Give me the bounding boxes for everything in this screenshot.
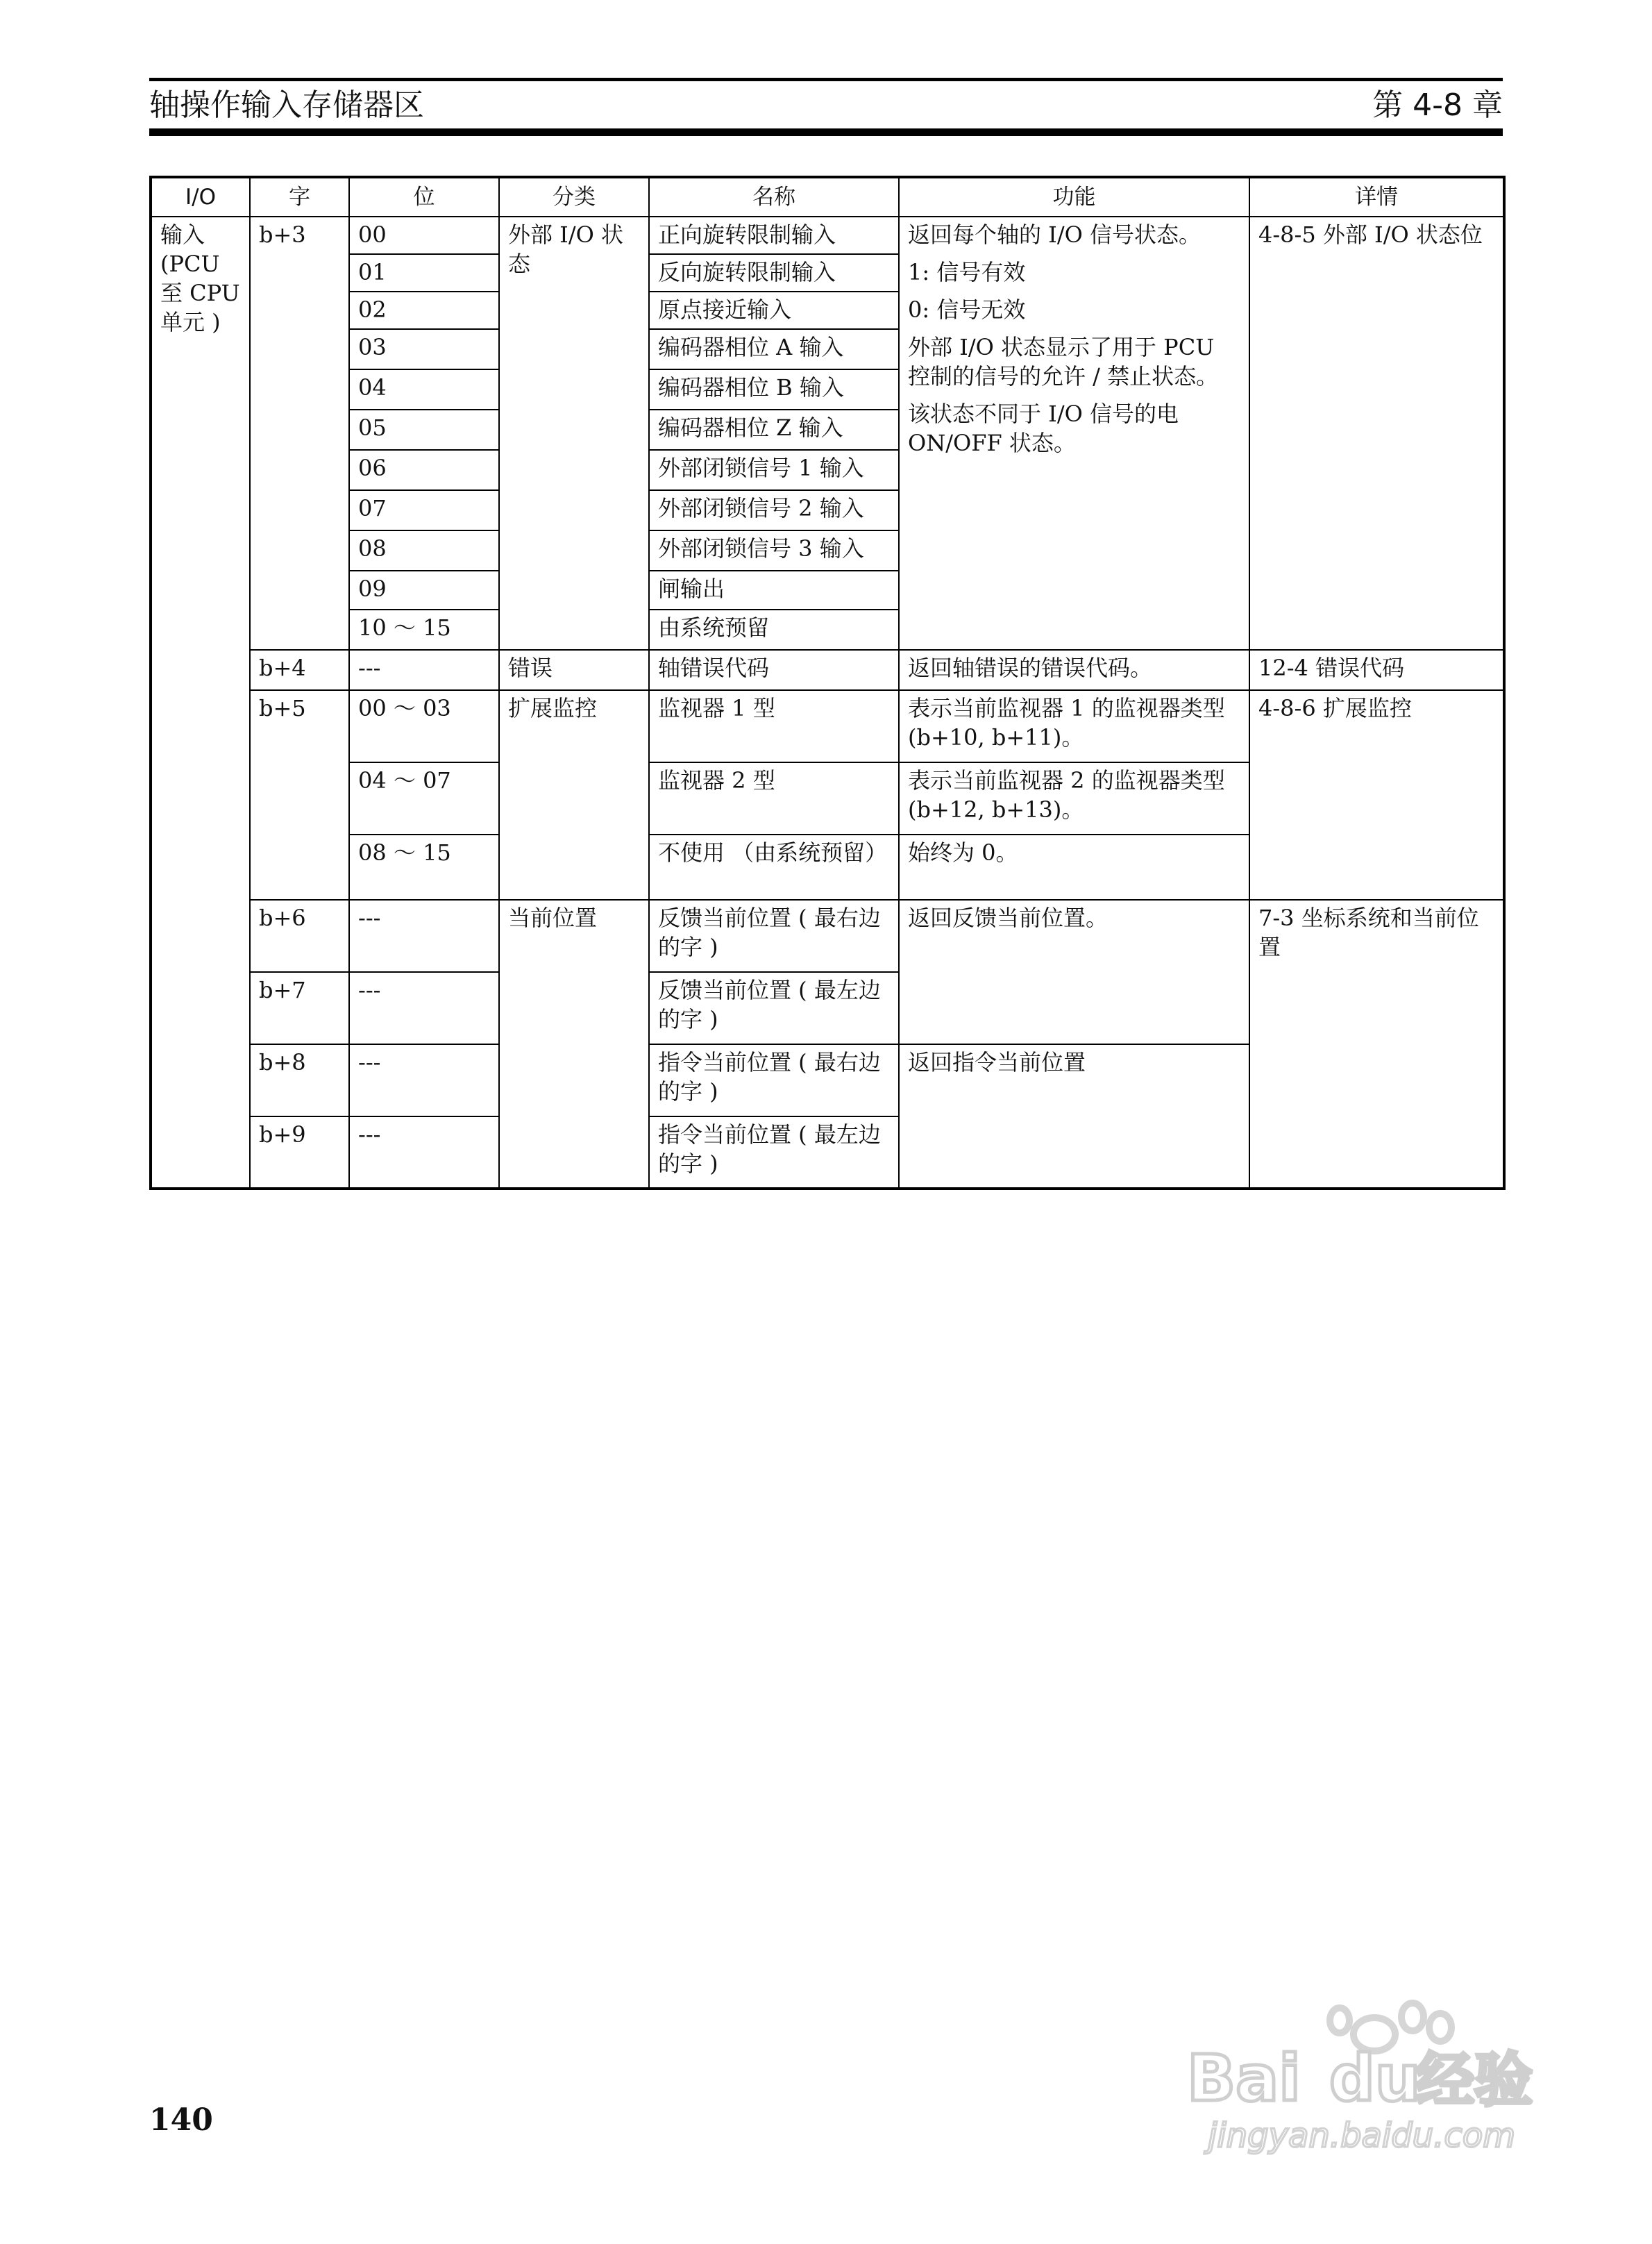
bit-cell: 03 xyxy=(349,329,499,369)
function-cell: 表示当前监视器 1 的监视器类型 (b+10, b+11)。 xyxy=(899,690,1249,762)
bit-cell: --- xyxy=(349,900,499,972)
name-cell: 反向旋转限制输入 xyxy=(649,254,899,292)
chapter-label: 第 4-8 章 xyxy=(1372,87,1503,123)
function-line: 外部 I/O 状态显示了用于 PCU 控制的信号的允许 / 禁止状态。 xyxy=(908,334,1219,390)
bit-cell: 07 xyxy=(349,490,499,530)
detail-cell: 4-8-6 扩展监控 xyxy=(1249,690,1504,900)
function-cell: 返回轴错误的错误代码。 xyxy=(899,650,1249,690)
bit-cell: 04 xyxy=(349,369,499,410)
detail-cell: 4-8-5 外部 I/O 状态位 xyxy=(1249,217,1504,650)
function-cell xyxy=(899,217,1249,650)
bit-cell: 06 xyxy=(349,450,499,490)
name-cell: 闸输出 xyxy=(649,571,899,610)
bit-cell: 08 ～ 15 xyxy=(349,835,499,900)
bit-cell: 01 xyxy=(349,254,499,292)
name-cell: 指令当前位置 ( 最左边的字 ) xyxy=(649,1116,899,1189)
bit-cell: 02 xyxy=(349,292,499,329)
category-cell: 外部 I/O 状态 xyxy=(499,217,649,650)
name-cell: 外部闭锁信号 2 输入 xyxy=(649,490,899,530)
col-header-io: I/O xyxy=(151,177,250,217)
name-cell: 外部闭锁信号 1 输入 xyxy=(649,450,899,490)
word-cell: b+3 xyxy=(250,217,349,650)
bit-cell: 09 xyxy=(349,571,499,610)
watermark-brand: Bai xyxy=(1187,2041,1301,2116)
function-line: 0: 信号无效 xyxy=(908,296,1026,323)
detail-cell: 7-3 坐标系统和当前位置 xyxy=(1249,900,1504,1189)
col-header-word: 字 xyxy=(250,177,349,217)
bit-cell: --- xyxy=(349,1116,499,1189)
table-header-row xyxy=(151,177,1504,217)
name-cell: 编码器相位 B 输入 xyxy=(649,369,899,410)
function-cell: 始终为 0。 xyxy=(899,835,1249,900)
bit-cell: --- xyxy=(349,650,499,690)
bit-cell: 08 xyxy=(349,530,499,571)
table-row xyxy=(151,217,1504,254)
col-header-function: 功能 xyxy=(899,177,1249,217)
col-header-bit: 位 xyxy=(349,177,499,217)
io-memory-table xyxy=(149,176,1506,1190)
name-cell: 不使用 （由系统预留） xyxy=(649,835,899,900)
section-title: 轴操作输入存储器区 xyxy=(149,87,424,123)
bit-cell: 05 xyxy=(349,410,499,450)
watermark-brand-cn: 经验 xyxy=(1416,2046,1533,2114)
col-header-name: 名称 xyxy=(649,177,899,217)
col-header-detail: 详情 xyxy=(1249,177,1504,217)
table-row xyxy=(151,650,1504,690)
name-cell: 编码器相位 Z 输入 xyxy=(649,410,899,450)
name-cell: 反馈当前位置 ( 最右边的字 ) xyxy=(649,900,899,972)
bit-cell: --- xyxy=(349,1044,499,1116)
function-line: 该状态不同于 I/O 信号的电 ON/OFF 状态。 xyxy=(908,401,1179,456)
page-header xyxy=(149,78,1503,136)
page-number: 140 xyxy=(149,2102,213,2138)
name-cell: 正向旋转限制输入 xyxy=(649,217,899,254)
name-cell: 外部闭锁信号 3 输入 xyxy=(649,530,899,571)
name-cell: 由系统预留 xyxy=(649,610,899,650)
name-cell: 监视器 1 型 xyxy=(649,690,899,762)
bit-cell: 00 xyxy=(349,217,499,254)
watermark-brand-du: du xyxy=(1329,2041,1421,2116)
baidu-jingyan-watermark xyxy=(1180,1986,1555,2166)
function-cell: 返回反馈当前位置。 xyxy=(899,900,1249,1044)
watermark-url: jingyan.baidu.com xyxy=(1208,2116,1515,2155)
word-cell: b+4 xyxy=(250,650,349,690)
function-cell: 表示当前监视器 2 的监视器类型 (b+12, b+13)。 xyxy=(899,762,1249,835)
name-cell: 原点接近输入 xyxy=(649,292,899,329)
name-cell: 编码器相位 A 输入 xyxy=(649,329,899,369)
category-cell: 错误 xyxy=(499,650,649,690)
bit-cell: 00 ～ 03 xyxy=(349,690,499,762)
function-cell: 返回指令当前位置 xyxy=(899,1044,1249,1189)
table-row xyxy=(151,900,1504,972)
io-cell: 输入 (PCU 至 CPU 单元 ) xyxy=(151,217,250,1189)
word-cell: b+8 xyxy=(250,1044,349,1116)
word-cell: b+6 xyxy=(250,900,349,972)
name-cell: 指令当前位置 ( 最右边的字 ) xyxy=(649,1044,899,1116)
bit-cell: 10 ～ 15 xyxy=(349,610,499,650)
category-cell: 扩展监控 xyxy=(499,690,649,900)
name-cell: 监视器 2 型 xyxy=(649,762,899,835)
col-header-category: 分类 xyxy=(499,177,649,217)
word-cell: b+5 xyxy=(250,690,349,900)
table-row xyxy=(151,690,1504,762)
word-cell: b+7 xyxy=(250,972,349,1044)
function-line: 返回每个轴的 I/O 信号状态。 xyxy=(908,221,1202,248)
category-cell: 当前位置 xyxy=(499,900,649,1189)
function-line: 1: 信号有效 xyxy=(908,259,1026,285)
name-cell: 轴错误代码 xyxy=(649,650,899,690)
bit-cell: --- xyxy=(349,972,499,1044)
bit-cell: 04 ～ 07 xyxy=(349,762,499,835)
name-cell: 反馈当前位置 ( 最左边的字 ) xyxy=(649,972,899,1044)
word-cell: b+9 xyxy=(250,1116,349,1189)
detail-cell: 12-4 错误代码 xyxy=(1249,650,1504,690)
